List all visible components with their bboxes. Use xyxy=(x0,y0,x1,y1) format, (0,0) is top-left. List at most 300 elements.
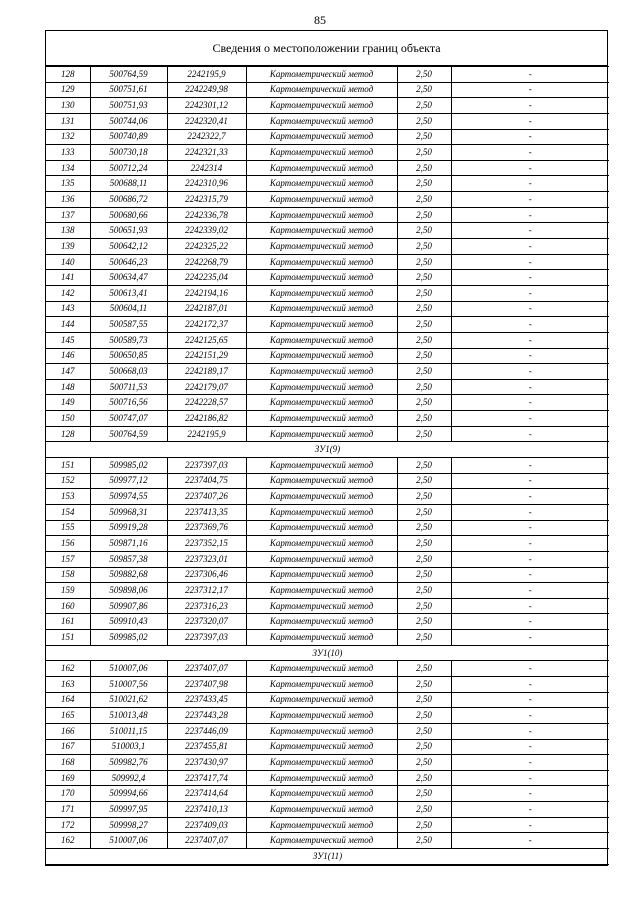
method-cell: Картометрический метод xyxy=(246,614,397,630)
x-coordinate-cell: 510007,06 xyxy=(90,661,167,677)
table-row xyxy=(46,207,609,223)
method-cell: Картометрический метод xyxy=(246,833,397,849)
x-coordinate-cell: 500740,89 xyxy=(90,129,167,145)
point-number-cell: 128 xyxy=(46,426,90,442)
method-cell: Картометрический метод xyxy=(246,411,397,427)
accuracy-cell: 2,50 xyxy=(397,254,451,270)
table-row xyxy=(46,98,609,114)
description-cell: - xyxy=(451,598,609,614)
method-cell: Картометрический метод xyxy=(246,755,397,771)
method-cell: Картометрический метод xyxy=(246,160,397,176)
description-cell: - xyxy=(451,207,609,223)
description-cell: - xyxy=(451,67,609,83)
section-label: ЗУ1(10) xyxy=(46,645,609,661)
point-number-cell: 142 xyxy=(46,285,90,301)
y-coordinate-cell: 2237430,97 xyxy=(167,755,246,771)
table-row xyxy=(46,364,609,380)
description-cell: - xyxy=(451,520,609,536)
accuracy-cell: 2,50 xyxy=(397,692,451,708)
description-cell: - xyxy=(451,411,609,427)
table-row xyxy=(46,223,609,239)
description-cell: - xyxy=(451,676,609,692)
accuracy-cell: 2,50 xyxy=(397,395,451,411)
method-cell: Картометрический метод xyxy=(246,661,397,677)
x-coordinate-cell: 500764,59 xyxy=(90,426,167,442)
accuracy-cell: 2,50 xyxy=(397,426,451,442)
y-coordinate-cell: 2237306,46 xyxy=(167,567,246,583)
y-coordinate-cell: 2237397,03 xyxy=(167,630,246,646)
y-coordinate-cell: 2237446,09 xyxy=(167,723,246,739)
table-row xyxy=(46,129,609,145)
x-coordinate-cell: 500587,55 xyxy=(90,317,167,333)
method-cell: Картометрический метод xyxy=(246,379,397,395)
description-cell: - xyxy=(451,723,609,739)
method-cell: Картометрический метод xyxy=(246,348,397,364)
accuracy-cell: 2,50 xyxy=(397,207,451,223)
method-cell: Картометрический метод xyxy=(246,285,397,301)
description-cell: - xyxy=(451,473,609,489)
description-cell: - xyxy=(451,270,609,286)
table-row xyxy=(46,317,609,333)
y-coordinate-cell: 2237433,45 xyxy=(167,692,246,708)
table-row xyxy=(46,723,609,739)
method-cell: Картометрический метод xyxy=(246,239,397,255)
y-coordinate-cell: 2237320,07 xyxy=(167,614,246,630)
accuracy-cell: 2,50 xyxy=(397,723,451,739)
x-coordinate-cell: 509982,76 xyxy=(90,755,167,771)
method-cell: Картометрический метод xyxy=(246,598,397,614)
method-cell: Картометрический метод xyxy=(246,113,397,129)
y-coordinate-cell: 2237443,28 xyxy=(167,708,246,724)
y-coordinate-cell: 2237455,81 xyxy=(167,739,246,755)
y-coordinate-cell: 2242187,01 xyxy=(167,301,246,317)
x-coordinate-cell: 500613,41 xyxy=(90,285,167,301)
description-cell: - xyxy=(451,504,609,520)
y-coordinate-cell: 2242195,9 xyxy=(167,426,246,442)
point-number-cell: 133 xyxy=(46,145,90,161)
description-cell: - xyxy=(451,301,609,317)
y-coordinate-cell: 2237413,35 xyxy=(167,504,246,520)
table-row xyxy=(46,817,609,833)
point-number-cell: 162 xyxy=(46,661,90,677)
method-cell: Картометрический метод xyxy=(246,192,397,208)
x-coordinate-cell: 500751,61 xyxy=(90,82,167,98)
x-coordinate-cell: 500711,53 xyxy=(90,379,167,395)
x-coordinate-cell: 500686,72 xyxy=(90,192,167,208)
description-cell: - xyxy=(451,551,609,567)
accuracy-cell: 2,50 xyxy=(397,630,451,646)
description-cell: - xyxy=(451,802,609,818)
method-cell: Картометрический метод xyxy=(246,551,397,567)
accuracy-cell: 2,50 xyxy=(397,661,451,677)
method-cell: Картометрический метод xyxy=(246,739,397,755)
y-coordinate-cell: 2242320,41 xyxy=(167,113,246,129)
accuracy-cell: 2,50 xyxy=(397,473,451,489)
method-cell: Картометрический метод xyxy=(246,67,397,83)
y-coordinate-cell: 2237404,75 xyxy=(167,473,246,489)
x-coordinate-cell: 500764,59 xyxy=(90,67,167,83)
x-coordinate-cell: 510013,48 xyxy=(90,708,167,724)
method-cell: Картометрический метод xyxy=(246,332,397,348)
table-row xyxy=(46,630,609,646)
description-cell: - xyxy=(451,145,609,161)
x-coordinate-cell: 500744,06 xyxy=(90,113,167,129)
table-row xyxy=(46,411,609,427)
x-coordinate-cell: 500712,24 xyxy=(90,160,167,176)
table-row xyxy=(46,661,609,677)
point-number-cell: 162 xyxy=(46,833,90,849)
x-coordinate-cell: 500642,12 xyxy=(90,239,167,255)
x-coordinate-cell: 509910,43 xyxy=(90,614,167,630)
method-cell: Картометрический метод xyxy=(246,802,397,818)
point-number-cell: 164 xyxy=(46,692,90,708)
method-cell: Картометрический метод xyxy=(246,520,397,536)
method-cell: Картометрический метод xyxy=(246,129,397,145)
y-coordinate-cell: 2242151,29 xyxy=(167,348,246,364)
accuracy-cell: 2,50 xyxy=(397,364,451,380)
point-number-cell: 132 xyxy=(46,129,90,145)
description-cell: - xyxy=(451,176,609,192)
y-coordinate-cell: 2237352,15 xyxy=(167,536,246,552)
accuracy-cell: 2,50 xyxy=(397,817,451,833)
table-row xyxy=(46,113,609,129)
x-coordinate-cell: 510007,06 xyxy=(90,833,167,849)
description-cell: - xyxy=(451,583,609,599)
table-row xyxy=(46,145,609,161)
description-cell: - xyxy=(451,364,609,380)
method-cell: Картометрический метод xyxy=(246,98,397,114)
y-coordinate-cell: 2242194,16 xyxy=(167,285,246,301)
method-cell: Картометрический метод xyxy=(246,583,397,599)
point-number-cell: 144 xyxy=(46,317,90,333)
x-coordinate-cell: 509985,02 xyxy=(90,630,167,646)
point-number-cell: 147 xyxy=(46,364,90,380)
accuracy-cell: 2,50 xyxy=(397,536,451,552)
y-coordinate-cell: 2237407,07 xyxy=(167,833,246,849)
table-row xyxy=(46,676,609,692)
method-cell: Картометрический метод xyxy=(246,536,397,552)
table-row xyxy=(46,239,609,255)
point-number-cell: 135 xyxy=(46,176,90,192)
accuracy-cell: 2,50 xyxy=(397,285,451,301)
description-cell: - xyxy=(451,98,609,114)
accuracy-cell: 2,50 xyxy=(397,270,451,286)
table-row xyxy=(46,567,609,583)
method-cell: Картометрический метод xyxy=(246,364,397,380)
point-number-cell: 139 xyxy=(46,239,90,255)
description-cell: - xyxy=(451,630,609,646)
x-coordinate-cell: 500651,93 xyxy=(90,223,167,239)
accuracy-cell: 2,50 xyxy=(397,786,451,802)
accuracy-cell: 2,50 xyxy=(397,708,451,724)
table-row xyxy=(46,192,609,208)
accuracy-cell: 2,50 xyxy=(397,113,451,129)
y-coordinate-cell: 2242235,04 xyxy=(167,270,246,286)
point-number-cell: 148 xyxy=(46,379,90,395)
accuracy-cell: 2,50 xyxy=(397,192,451,208)
table-row xyxy=(46,739,609,755)
y-coordinate-cell: 2237312,17 xyxy=(167,583,246,599)
table-row xyxy=(46,692,609,708)
section-label: ЗУ1(11) xyxy=(46,849,609,865)
point-number-cell: 156 xyxy=(46,536,90,552)
table-row xyxy=(46,270,609,286)
point-number-cell: 134 xyxy=(46,160,90,176)
point-number-cell: 157 xyxy=(46,551,90,567)
description-cell: - xyxy=(451,458,609,474)
method-cell: Картометрический метод xyxy=(246,426,397,442)
table-row xyxy=(46,379,609,395)
section-label: ЗУ1(9) xyxy=(46,442,609,458)
y-coordinate-cell: 2237369,76 xyxy=(167,520,246,536)
section-header-row xyxy=(46,849,609,865)
point-number-cell: 170 xyxy=(46,786,90,802)
table-row xyxy=(46,254,609,270)
method-cell: Картометрический метод xyxy=(246,676,397,692)
accuracy-cell: 2,50 xyxy=(397,301,451,317)
x-coordinate-cell: 500716,56 xyxy=(90,395,167,411)
accuracy-cell: 2,50 xyxy=(397,239,451,255)
table-row xyxy=(46,82,609,98)
x-coordinate-cell: 500634,47 xyxy=(90,270,167,286)
table-row xyxy=(46,755,609,771)
method-cell: Картометрический метод xyxy=(246,770,397,786)
method-cell: Картометрический метод xyxy=(246,723,397,739)
accuracy-cell: 2,50 xyxy=(397,802,451,818)
y-coordinate-cell: 2242321,33 xyxy=(167,145,246,161)
y-coordinate-cell: 2242125,65 xyxy=(167,332,246,348)
accuracy-cell: 2,50 xyxy=(397,614,451,630)
table-row xyxy=(46,614,609,630)
accuracy-cell: 2,50 xyxy=(397,223,451,239)
table-row xyxy=(46,536,609,552)
point-number-cell: 150 xyxy=(46,411,90,427)
point-number-cell: 151 xyxy=(46,458,90,474)
method-cell: Картометрический метод xyxy=(246,270,397,286)
point-number-cell: 158 xyxy=(46,567,90,583)
accuracy-cell: 2,50 xyxy=(397,833,451,849)
description-cell: - xyxy=(451,770,609,786)
x-coordinate-cell: 510021,62 xyxy=(90,692,167,708)
description-cell: - xyxy=(451,395,609,411)
method-cell: Картометрический метод xyxy=(246,786,397,802)
table-row xyxy=(46,504,609,520)
description-cell: - xyxy=(451,160,609,176)
table-row xyxy=(46,833,609,849)
y-coordinate-cell: 2242325,22 xyxy=(167,239,246,255)
x-coordinate-cell: 500650,85 xyxy=(90,348,167,364)
point-number-cell: 153 xyxy=(46,489,90,505)
description-cell: - xyxy=(451,786,609,802)
method-cell: Картометрический метод xyxy=(246,458,397,474)
y-coordinate-cell: 2242186,82 xyxy=(167,411,246,427)
y-coordinate-cell: 2237397,03 xyxy=(167,458,246,474)
method-cell: Картометрический метод xyxy=(246,692,397,708)
accuracy-cell: 2,50 xyxy=(397,598,451,614)
description-cell: - xyxy=(451,129,609,145)
description-cell: - xyxy=(451,317,609,333)
x-coordinate-cell: 509997,95 xyxy=(90,802,167,818)
y-coordinate-cell: 2242339,02 xyxy=(167,223,246,239)
point-number-cell: 169 xyxy=(46,770,90,786)
x-coordinate-cell: 510011,15 xyxy=(90,723,167,739)
point-number-cell: 151 xyxy=(46,630,90,646)
method-cell: Картометрический метод xyxy=(246,489,397,505)
description-cell: - xyxy=(451,755,609,771)
description-cell: - xyxy=(451,285,609,301)
y-coordinate-cell: 2242315,79 xyxy=(167,192,246,208)
description-cell: - xyxy=(451,192,609,208)
point-number-cell: 131 xyxy=(46,113,90,129)
description-cell: - xyxy=(451,348,609,364)
y-coordinate-cell: 2242189,17 xyxy=(167,364,246,380)
method-cell: Картометрический метод xyxy=(246,301,397,317)
point-number-cell: 154 xyxy=(46,504,90,520)
table-row xyxy=(46,301,609,317)
method-cell: Картометрический метод xyxy=(246,395,397,411)
description-cell: - xyxy=(451,536,609,552)
description-cell: - xyxy=(451,82,609,98)
description-cell: - xyxy=(451,113,609,129)
y-coordinate-cell: 2242314 xyxy=(167,160,246,176)
y-coordinate-cell: 2242249,98 xyxy=(167,82,246,98)
method-cell: Картометрический метод xyxy=(246,630,397,646)
description-cell: - xyxy=(451,489,609,505)
point-number-cell: 166 xyxy=(46,723,90,739)
point-number-cell: 165 xyxy=(46,708,90,724)
y-coordinate-cell: 2242179,07 xyxy=(167,379,246,395)
accuracy-cell: 2,50 xyxy=(397,770,451,786)
accuracy-cell: 2,50 xyxy=(397,332,451,348)
description-cell: - xyxy=(451,661,609,677)
x-coordinate-cell: 500604,11 xyxy=(90,301,167,317)
point-number-cell: 168 xyxy=(46,755,90,771)
point-number-cell: 128 xyxy=(46,67,90,83)
x-coordinate-cell: 509898,06 xyxy=(90,583,167,599)
description-cell: - xyxy=(451,239,609,255)
x-coordinate-cell: 509968,31 xyxy=(90,504,167,520)
y-coordinate-cell: 2237417,74 xyxy=(167,770,246,786)
table-row xyxy=(46,802,609,818)
description-cell: - xyxy=(451,692,609,708)
y-coordinate-cell: 2237410,13 xyxy=(167,802,246,818)
y-coordinate-cell: 2242336,78 xyxy=(167,207,246,223)
x-coordinate-cell: 500751,93 xyxy=(90,98,167,114)
x-coordinate-cell: 500730,18 xyxy=(90,145,167,161)
accuracy-cell: 2,50 xyxy=(397,67,451,83)
x-coordinate-cell: 509882,68 xyxy=(90,567,167,583)
description-cell: - xyxy=(451,739,609,755)
accuracy-cell: 2,50 xyxy=(397,176,451,192)
table-row xyxy=(46,551,609,567)
table-row xyxy=(46,489,609,505)
y-coordinate-cell: 2242322,7 xyxy=(167,129,246,145)
method-cell: Картометрический метод xyxy=(246,176,397,192)
point-number-cell: 140 xyxy=(46,254,90,270)
point-number-cell: 172 xyxy=(46,817,90,833)
table-row xyxy=(46,332,609,348)
table-row xyxy=(46,395,609,411)
point-number-cell: 138 xyxy=(46,223,90,239)
table-row xyxy=(46,786,609,802)
table-row xyxy=(46,770,609,786)
method-cell: Картометрический метод xyxy=(246,708,397,724)
table-row xyxy=(46,708,609,724)
point-number-cell: 145 xyxy=(46,332,90,348)
y-coordinate-cell: 2242228,57 xyxy=(167,395,246,411)
table-row xyxy=(46,458,609,474)
method-cell: Картометрический метод xyxy=(246,82,397,98)
y-coordinate-cell: 2242172,37 xyxy=(167,317,246,333)
description-cell: - xyxy=(451,708,609,724)
accuracy-cell: 2,50 xyxy=(397,489,451,505)
table-row xyxy=(46,348,609,364)
method-cell: Картометрический метод xyxy=(246,473,397,489)
accuracy-cell: 2,50 xyxy=(397,551,451,567)
x-coordinate-cell: 500668,03 xyxy=(90,364,167,380)
point-number-cell: 171 xyxy=(46,802,90,818)
method-cell: Картометрический метод xyxy=(246,504,397,520)
y-coordinate-cell: 2237407,26 xyxy=(167,489,246,505)
description-cell: - xyxy=(451,254,609,270)
point-number-cell: 136 xyxy=(46,192,90,208)
method-cell: Картометрический метод xyxy=(246,207,397,223)
accuracy-cell: 2,50 xyxy=(397,82,451,98)
accuracy-cell: 2,50 xyxy=(397,317,451,333)
x-coordinate-cell: 509907,86 xyxy=(90,598,167,614)
y-coordinate-cell: 2242195,9 xyxy=(167,67,246,83)
section-header-row xyxy=(46,442,609,458)
table-row xyxy=(46,160,609,176)
accuracy-cell: 2,50 xyxy=(397,583,451,599)
y-coordinate-cell: 2237409,03 xyxy=(167,817,246,833)
y-coordinate-cell: 2237414,64 xyxy=(167,786,246,802)
accuracy-cell: 2,50 xyxy=(397,520,451,536)
accuracy-cell: 2,50 xyxy=(397,98,451,114)
section-header-row xyxy=(46,645,609,661)
description-cell: - xyxy=(451,817,609,833)
method-cell: Картометрический метод xyxy=(246,145,397,161)
y-coordinate-cell: 2237407,98 xyxy=(167,676,246,692)
point-number-cell: 130 xyxy=(46,98,90,114)
description-cell: - xyxy=(451,223,609,239)
point-number-cell: 143 xyxy=(46,301,90,317)
x-coordinate-cell: 509977,12 xyxy=(90,473,167,489)
x-coordinate-cell: 510007,56 xyxy=(90,676,167,692)
y-coordinate-cell: 2237407,07 xyxy=(167,661,246,677)
x-coordinate-cell: 500680,66 xyxy=(90,207,167,223)
x-coordinate-cell: 500747,07 xyxy=(90,411,167,427)
x-coordinate-cell: 509974,55 xyxy=(90,489,167,505)
description-cell: - xyxy=(451,426,609,442)
x-coordinate-cell: 509919,28 xyxy=(90,520,167,536)
x-coordinate-cell: 509871,16 xyxy=(90,536,167,552)
coordinates-table xyxy=(46,66,609,865)
description-cell: - xyxy=(451,332,609,348)
accuracy-cell: 2,50 xyxy=(397,379,451,395)
point-number-cell: 161 xyxy=(46,614,90,630)
description-cell: - xyxy=(451,379,609,395)
coordinates-table-body xyxy=(46,67,609,865)
method-cell: Картометрический метод xyxy=(246,317,397,333)
accuracy-cell: 2,50 xyxy=(397,129,451,145)
point-number-cell: 167 xyxy=(46,739,90,755)
accuracy-cell: 2,50 xyxy=(397,411,451,427)
accuracy-cell: 2,50 xyxy=(397,160,451,176)
boundary-table-frame xyxy=(45,30,608,866)
point-number-cell: 146 xyxy=(46,348,90,364)
x-coordinate-cell: 509992,4 xyxy=(90,770,167,786)
